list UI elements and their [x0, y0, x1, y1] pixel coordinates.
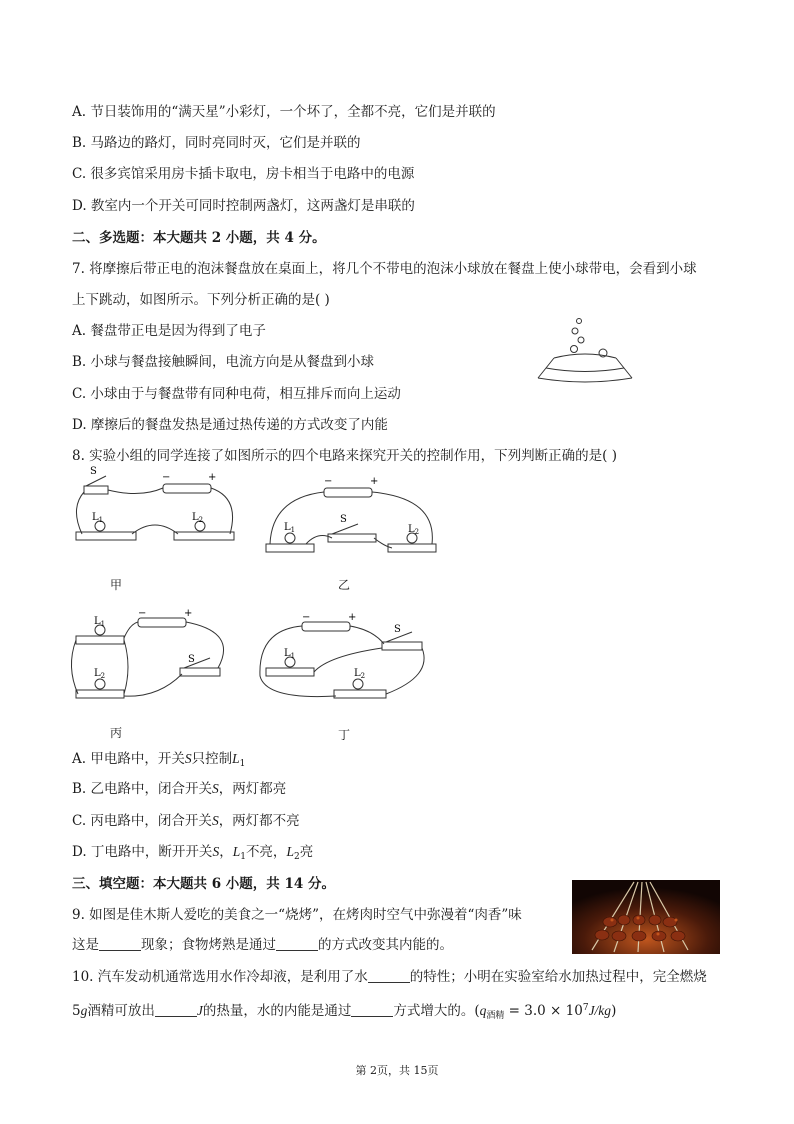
q6-option-d: D. 教室内一个开关可同时控制两盏灯，这两盏灯是串联的 — [72, 198, 415, 214]
circuit-yi-pos: + — [370, 476, 379, 487]
caption-jia: 甲 — [110, 578, 123, 592]
circuit-bing-pos: + — [184, 608, 193, 619]
circuit-yi-lamp1-sub: 1 — [290, 526, 296, 534]
q10-line1: 10. 汽车发动机通常选用水作冷却液，是利用了水 的特性；小明在实验室给水加热过程中，完全燃烧 — [72, 969, 707, 985]
plate-balls-figure — [532, 312, 642, 387]
q7-option-c: C. 小球由于与餐盘带有同种电荷，相互排斥而向上运动 — [72, 386, 401, 402]
q8-option-d: D. 丁电路中，断开开关S，$L_1$不亮，$L_2$亮 — [72, 844, 314, 862]
circuit-jia-lamp1-sub: 1 — [98, 516, 104, 524]
circuit-yi-figure — [262, 476, 442, 562]
circuit-yi-switch-label: S — [340, 514, 347, 525]
q10-blank-2[interactable] — [155, 1002, 197, 1017]
circuit-jia-lamp1-label: L — [92, 512, 99, 523]
circuit-jia-lamp2-sub: 2 — [198, 516, 204, 524]
circuit-yi-lamp1-label: L — [284, 522, 291, 533]
circuit-ding-lamp1-label: L — [284, 648, 291, 659]
q7-option-d: D. 摩擦后的餐盘发热是通过热传递的方式改变了内能 — [72, 417, 388, 433]
q9-line2: 这是 现象；食物烤熟是通过 的方式改变其内能的。 — [72, 937, 453, 953]
q10-blank-3[interactable] — [351, 1002, 393, 1017]
q9-blank-1[interactable] — [99, 936, 141, 951]
q8-stem: 8. 实验小组的同学连接了如图所示的四个电路来探究开关的控制作用，下列判断正确的是( ) — [72, 448, 617, 464]
q8-option-a: A. 甲电路中，开关S只控制$L_1$ — [72, 751, 246, 769]
svg-text:L1 — [92, 512, 103, 524]
q9-line1: 9. 如图是佳木斯人爱吃的美食之一“烧烤”，在烤肉时空气中弥漫着“肉香”味 — [72, 907, 522, 923]
circuit-bing-lamp2-sub: 2 — [100, 672, 106, 680]
circuit-ding-lamp2-sub: 2 — [360, 672, 366, 680]
q10-blank-1[interactable] — [368, 968, 410, 983]
circuit-ding-switch-label: S — [394, 624, 401, 635]
circuit-bing-lamp1-label: L — [94, 616, 101, 627]
circuit-ding-lamp1-sub: 1 — [290, 652, 296, 660]
circuit-ding-figure — [258, 612, 438, 708]
q8-option-b: B. 乙电路中，闭合开关S，两灯都亮 — [72, 781, 287, 797]
q7-stem-line1: 7. 将摩擦后带正电的泡沫餐盘放在桌面上，将几个不带电的泡沫小球放在餐盘上使小球带电，会看到小球 — [72, 261, 697, 277]
circuit-bing-figure — [68, 608, 248, 704]
section2-heading: 二、多选题：本大题共 2 小题，共 4 分。 — [72, 230, 326, 246]
circuit-ding-lamp2-label: L — [354, 668, 361, 679]
svg-text:L1 — [284, 648, 295, 660]
svg-text:L2 — [94, 668, 105, 680]
svg-text:L1 — [284, 522, 295, 534]
circuit-yi-lamp2-label: L — [408, 524, 415, 535]
q6-option-b: B. 马路边的路灯，同时亮同时灭，它们是并联的 — [72, 135, 361, 151]
circuit-bing-switch-label: S — [188, 654, 195, 665]
page-footer: 第 2页，共 15页 — [355, 1064, 439, 1077]
svg-text:L2 — [354, 668, 365, 680]
q6-option-a: A. 节日装饰用的“满天星”小彩灯，一个坏了，全都不亮，它们是并联的 — [72, 104, 496, 120]
circuit-bing-neg: − — [138, 608, 147, 619]
q7-stem-line2: 上下跳动，如图所示。下列分析正确的是( ) — [72, 292, 330, 308]
circuit-ding-neg: − — [302, 612, 311, 623]
caption-ding: 丁 — [338, 728, 351, 742]
circuit-jia-neg: − — [162, 472, 171, 483]
circuit-jia-figure — [70, 468, 250, 548]
circuit-bing-lamp1-sub: 1 — [100, 620, 106, 628]
section3-heading: 三、填空题：本大题共 6 小题，共 14 分。 — [72, 876, 335, 892]
circuit-bing-lamp2-label: L — [94, 668, 101, 679]
circuit-ding-pos: + — [348, 612, 357, 623]
q7-option-b: B. 小球与餐盘接触瞬间，电流方向是从餐盘到小球 — [72, 354, 375, 370]
circuit-jia-pos: + — [208, 472, 217, 483]
svg-text:L2 — [192, 512, 203, 524]
q8-option-c: C. 丙电路中，闭合开关S，两灯都不亮 — [72, 813, 300, 829]
q6-option-c: C. 很多宾馆采用房卡插卡取电，房卡相当于电路中的电源 — [72, 166, 415, 182]
svg-text:L1 — [94, 616, 105, 628]
svg-text:L2 — [408, 524, 419, 536]
q10-line2: 5g酒精可放出 J的热量，水的内能是通过 方式增大的。$(q_{酒精} = 3.0 \times 10^7J/kg)$ — [72, 1003, 617, 1021]
barbecue-photo — [572, 880, 720, 954]
circuit-jia-lamp2-label: L — [192, 512, 199, 523]
circuit-yi-neg: − — [324, 476, 333, 487]
circuit-yi-lamp2-sub: 2 — [414, 528, 420, 536]
q9-blank-2[interactable] — [276, 936, 318, 951]
circuit-jia-switch-label: S — [90, 466, 97, 477]
caption-bing: 丙 — [110, 726, 123, 740]
caption-yi: 乙 — [338, 578, 351, 592]
q7-option-a: A. 餐盘带正电是因为得到了电子 — [72, 323, 266, 339]
